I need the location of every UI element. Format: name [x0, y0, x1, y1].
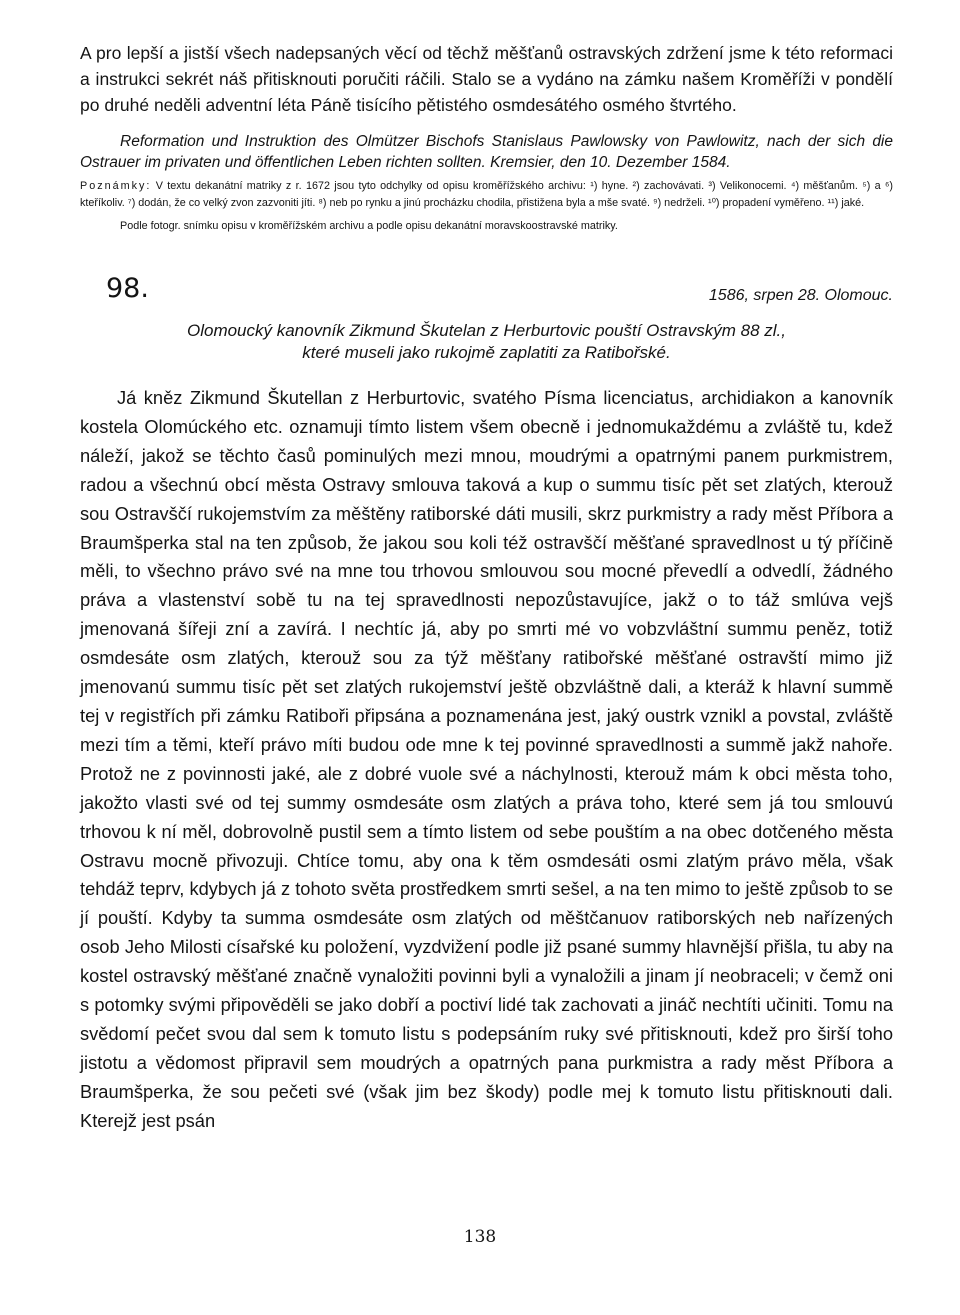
german-summary: Reformation und Instruktion des Olmützer Bischofs Stanislaus Pawlowsky von Pawlowitz, nach der sich die Ostrauer im privaten und öffentlichen Leben richten sollten. Kremsier, den 10. Dezember 1584.: [80, 133, 893, 171]
notes-label: Poznámky:: [80, 180, 152, 192]
intro-paragraph: A pro lepší a jistší všech nadepsaných věcí od těchž měšťanů ostravských zdržení jsme k této reformaci a instrukci sekrét náš přitisknouti poručiti ráčili. Stalo se a vydáno na zámku našem Kroměříži v pondělí po druhé neděli adventní léta Páně tisícího pětistého osmdesátého osmého štvrtého.: [80, 43, 893, 115]
entry-number: 98.: [106, 273, 149, 304]
entry-header: [80, 274, 893, 316]
entry-title: [80, 320, 893, 364]
entry-body-text: Já kněz Zikmund Škutellan z Herburtovic, svatého Písma licenciatus, archidiakon a kanovník kostela Olomúckého etc. oznamuji tímto listem všem obecně i jednomukaždému a zvláště tu, kdež náleží, jakož se těchto časů pominulých mezi mnou, moudrými a opatrnými panem purkmistrem, radou a všechnú obcí města Ostravy smlouva taková a kup o summu tisíc pět set zlatých, kterouž sou Ostravščí rukojemstvím za měštěny ratiborské dáti musili, skrz purkmistry a rady měst Příbora a Braumšperka stal na ten způsob, že jakou sou koli též ostravščí měšťané spravedlnost u tý příčině měli, to všechno právo své na mne tou trhovou smlouvou sou mocné převedlí a odvedlí, žádného práva a vlastenství sobě tu na tej spravedlnosti nepozůstavujíce, jakž o to táž smlúva vejš jmenovaná šířeji zní a zavírá. I nechtíc já, aby po smrti mé vo vobzvláštní summu peněz, totiž osmdesáte osm zlatých, kterouž sou za týž měšťany ratibořské měšťané ostravští mimo již jmenovanú summu tisíc pět set zlatých rukojemství ještě obzvláštně dali, a kteráž k hlavní summě tej v registřích při zámku Ratiboři připsána a poznamenána jest, jaký oustrk vznikl a povstal, zvláště mezi tím a těmi, kteří právo míti budou ode mne k tej povinné spravedlnosti a summě jakž nahoře. Protož ne z povinnosti jaké, ale z dobré vuole své a náchylnosti, kterouž mám k obci města toho, jakožto vlasti své od tej summy osmdesáte osm zlatých a práva toho, které sem já tou smlouvú trhovou k ní měl, dobrovolně pustil sem a tímto listem od sebe pouštím a na obec dotčeného města Ostravu mocně přivozuji. Chtíce tomu, aby ona k těm osmdesáti osmi zlatým právo měla, však tehdáž teprv, kdybych já z tohoto světa prostředkem smrti sešel, a na ten mimo to ještě způsob to se jí pouští. Kdyby ta summa osmdesáte osm zlatých od měštčanuov ratiborských neb nařízených osob Jeho Milosti císařské ku položení, vyzdvižení podle již psané summy hlavnější přišla, tu aby na kostel ostravský měšťané značně vynaložiti povinni byli a vynaložili a jinam jí neobraceli; v čemž oni s potomky svými připověděli se jako dobří a poctiví lidé tak zachovati a jináč nechtíti učiniti. Tomu na svědomí pečet svou dal sem k tomuto listu s podepsáním ruky své přitisknouti, kdež pro širší toho jistotu a vědomost připravil sem moudrých a opatrných pana purkmistra a rady měst Příbora a Braumšperka, že sou pečeti své (však jim bez škody) podle mej k tomuto listu přitisknouti dali. Kterejž jest psán: [80, 387, 893, 1131]
source-note: Podle fotogr. snímku opisu v kroměřížském archivu a podle opisu dekanátní moravskoostravské matriky.: [120, 220, 618, 232]
page-number: 138: [463, 1227, 497, 1247]
entry-date-place: 1586, srpen 28. Olomouc.: [708, 287, 893, 304]
entry-title-line-1: Olomoucký kanovník Zikmund Škutelan z Herburtovic pouští Ostravským 88 zl.,: [186, 321, 786, 340]
editorial-notes: [80, 178, 893, 211]
entry-title-line-2: které museli jako rukojmě zaplatiti za Ratibořské.: [302, 343, 671, 362]
document-page: [80, 40, 893, 1136]
notes-text: V textu dekanátní matriky z r. 1672 jsou tyto odchylky od opisu kroměřížského archivu: ¹) hyne. ²) zachovávati. ³) Velikonocemi. ⁴) měšťanům. ⁵) a ⁶) kteříkoliv. ⁷) dodán, že co velký zvon zazvoniti jíti. ⁸) neb po rynku a jinú procházku chodila, přistižena byla a mše svaté. ⁹) nedrželi. ¹⁰) propadení vyměřeno. ¹¹) jaké.: [80, 180, 893, 209]
